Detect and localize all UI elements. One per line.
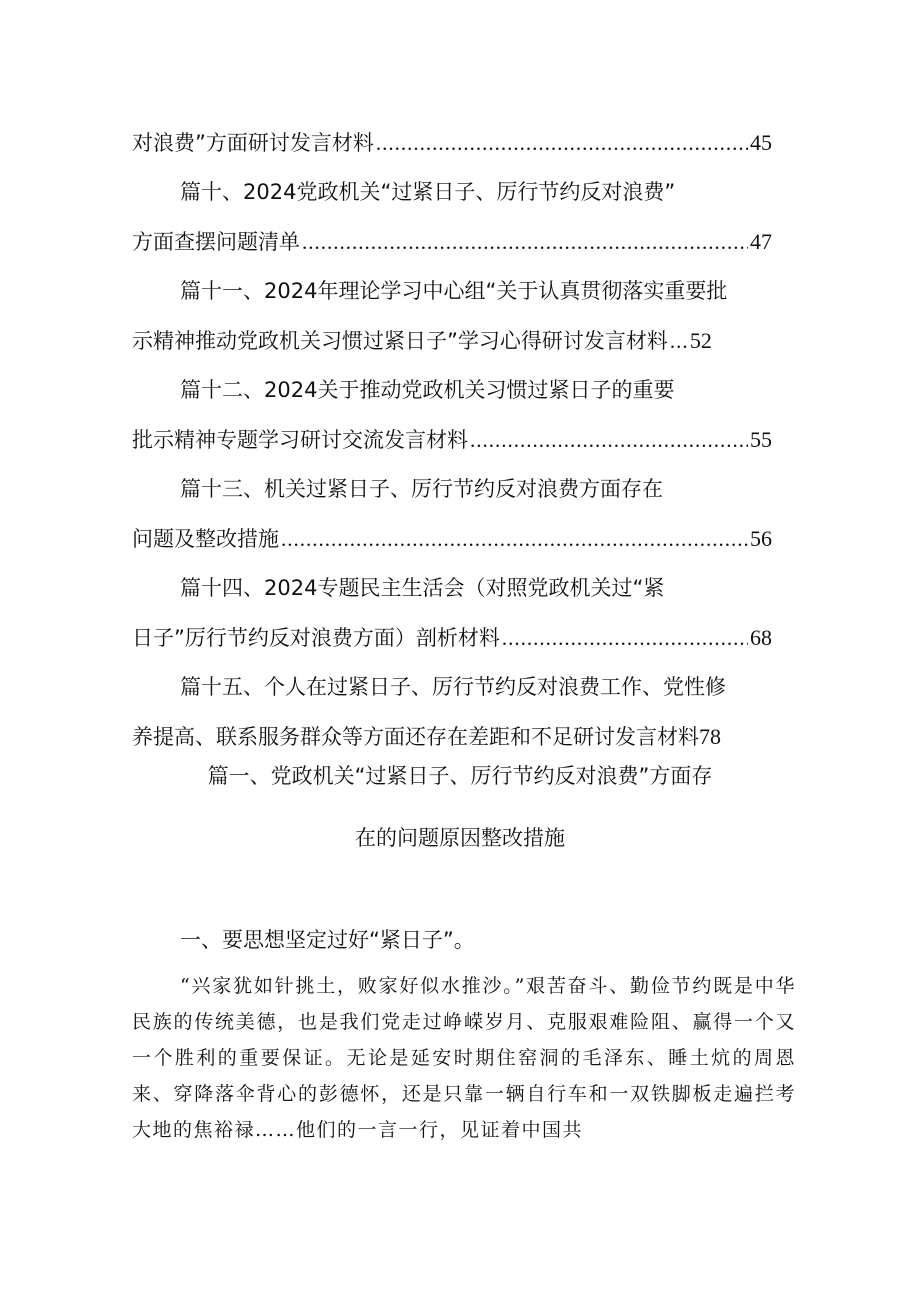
toc-entry-text: 篇十一、2024年理论学习中心组“关于认真贯彻落实重要批: [180, 278, 728, 303]
toc-line: [132, 267, 772, 317]
toc-entry-text: 批示精神专题学习研讨交流发言材料: [132, 428, 468, 452]
toc-line: [132, 712, 772, 762]
toc-entry-text: 方面查摆问题清单: [132, 230, 300, 254]
chapter-heading-line-2: 在的问题原因整改措施: [355, 826, 565, 850]
toc-line: [132, 118, 772, 168]
toc-line: [132, 316, 772, 366]
toc-page-number: 52: [689, 328, 712, 353]
toc-line: [132, 366, 772, 416]
toc-entry-text: 篇十五、个人在过紧日子、厉行节约反对浪费工作、党性修: [180, 674, 726, 699]
section-title: 一、要思想坚定过好“紧日子”。: [180, 928, 475, 952]
toc-entry-text: 篇十二、2024关于推动党政机关习惯过紧日子的重要: [180, 377, 675, 402]
toc-line: [132, 168, 772, 218]
body-text: [132, 968, 796, 1148]
leader-dots: [670, 317, 688, 367]
toc-line: [132, 663, 772, 713]
toc-entry-text: 问题及整改措施: [132, 527, 279, 551]
leader-dots: [376, 119, 748, 169]
toc-line: [132, 465, 772, 515]
toc-line: [132, 514, 772, 564]
toc-entry-text: 日子”厉行节约反对浪费方面）剖析材料: [132, 626, 500, 650]
toc-line: [132, 564, 772, 614]
toc-entry-text: 养提高、联系服务群众等方面还存在差距和不足研讨发言材料: [132, 725, 699, 749]
toc-line: [132, 217, 772, 267]
toc-line: [132, 613, 772, 663]
toc-entry-text: 篇十四、2024专题民主生活会（对照党政机关过“紧: [180, 575, 665, 600]
leader-dots: [302, 218, 748, 268]
toc-entry-text: 对浪费”方面研讨发言材料: [132, 131, 374, 155]
toc-entry-text: 示精神推动党政机关习惯过紧日子”学习心得研讨发言材料: [132, 329, 668, 353]
toc-entry-text: 篇十三、机关过紧日子、厉行节约反对浪费方面存在: [180, 476, 663, 501]
chapter-heading-line-1: 篇一、党政机关“过紧日子、厉行节约反对浪费”方面存: [207, 764, 713, 788]
toc-page-number: 45: [750, 130, 772, 155]
toc-page-number: 47: [750, 229, 772, 254]
toc-page-number: 55: [750, 427, 772, 452]
table-of-contents: [132, 118, 772, 762]
paragraph: “兴家犹如针挑土，败家好似水推沙。”艰苦奋斗、勤俭节约既是中华民族的传统美德，也是我们党走过峥嵘岁月、克服艰难险阻、赢得一个又一个胜利的重要保证。无论是延安时期住窑洞的毛泽东、睡土炕的周恩来、穿降落伞背心的彭德怀，还是只靠一辆自行车和一双铁脚板走遍拦考大地的焦裕禄……他们的一言一行，见证着中国共: [132, 975, 796, 1141]
toc-page-number: 56: [750, 526, 772, 551]
toc-page-number: 68: [750, 625, 772, 650]
toc-line: [132, 415, 772, 465]
leader-dots: [470, 416, 748, 466]
leader-dots: [502, 614, 748, 664]
toc-entry-text: 篇十、2024党政机关“过紧日子、厉行节约反对浪费”: [180, 179, 676, 204]
toc-page-number: 78: [699, 724, 721, 749]
leader-dots: [281, 515, 748, 565]
